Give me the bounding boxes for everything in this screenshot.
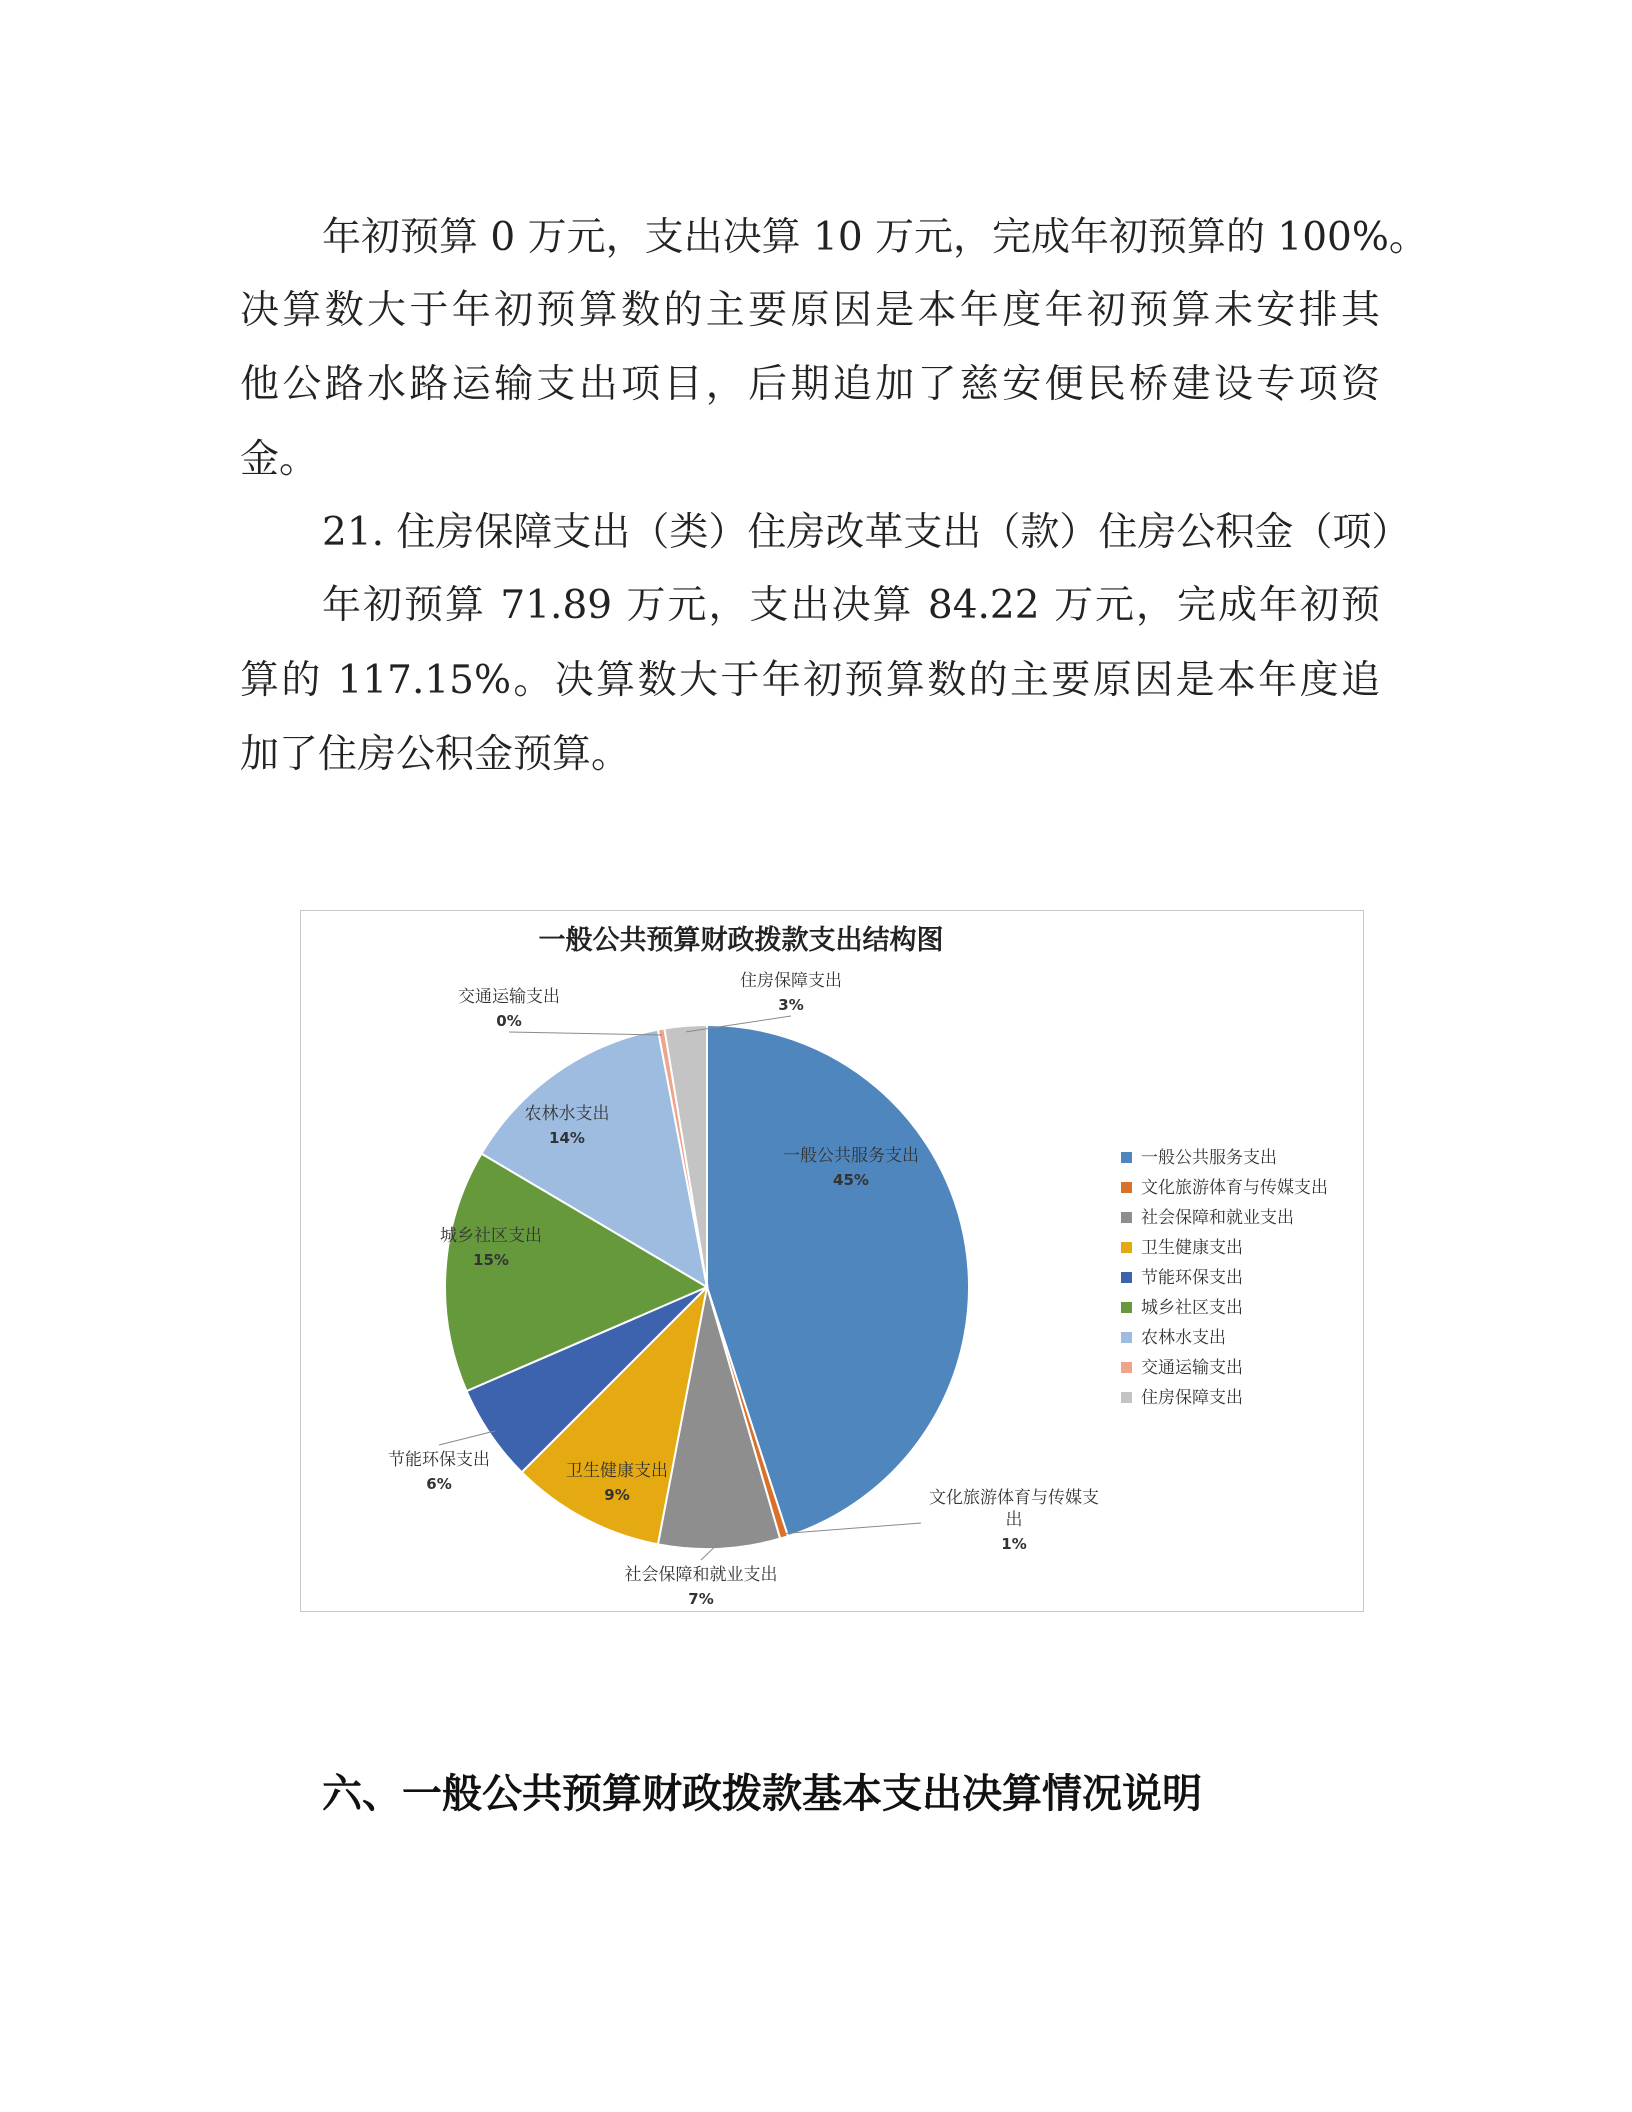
legend-swatch <box>1121 1212 1132 1223</box>
paragraph-line: 加了住房公积金预算。 <box>240 732 631 777</box>
legend-swatch <box>1121 1242 1132 1253</box>
slice-percent: 7% <box>688 1590 714 1608</box>
leader-line <box>439 1431 495 1445</box>
section-heading: 六、一般公共预算财政拨款基本支出决算情况说明 <box>322 1771 1202 1817</box>
paragraph-line: 年初预算 0 万元，支出决算 10 万元，完成年初预算的 100%。 <box>322 215 1428 260</box>
legend-swatch <box>1121 1152 1132 1163</box>
slice-label: 社会保障和就业支出 <box>624 1565 778 1585</box>
slice-percent: 6% <box>426 1475 452 1493</box>
pie-chart-frame <box>300 910 1364 1612</box>
slice-label: 卫生健康支出 <box>566 1461 668 1481</box>
legend-swatch <box>1121 1272 1132 1283</box>
legend-item: 文化旅游体育与传媒支出 <box>1141 1178 1328 1198</box>
slice-percent: 0% <box>496 1012 522 1030</box>
slice-percent: 1% <box>1001 1535 1027 1553</box>
legend-swatch <box>1121 1392 1132 1403</box>
legend-item: 交通运输支出 <box>1141 1358 1243 1378</box>
legend-swatch <box>1121 1362 1132 1373</box>
paragraph-line: 算的 117.15%。决算数大于年初预算数的主要原因是本年度追 <box>240 658 1380 703</box>
slice-label: 出 <box>1005 1510 1023 1530</box>
legend-item: 城乡社区支出 <box>1141 1298 1243 1318</box>
slice-percent: 45% <box>833 1171 869 1189</box>
legend-item: 社会保障和就业支出 <box>1141 1208 1294 1228</box>
legend-item: 住房保障支出 <box>1141 1388 1243 1408</box>
legend-item: 一般公共服务支出 <box>1141 1148 1277 1168</box>
legend <box>1121 1148 1328 1408</box>
slice-label: 一般公共服务支出 <box>783 1146 919 1166</box>
slice-label: 城乡社区支出 <box>440 1226 542 1246</box>
slice-percent: 3% <box>778 996 804 1014</box>
pie-chart <box>301 911 1365 1613</box>
legend-swatch <box>1121 1332 1132 1343</box>
legend-swatch <box>1121 1302 1132 1313</box>
legend-item: 节能环保支出 <box>1141 1268 1243 1288</box>
chart-title: 一般公共预算财政拨款支出结构图 <box>538 925 944 956</box>
paragraph-line: 决算数大于年初预算数的主要原因是本年度年初预算未安排其 <box>240 288 1380 333</box>
slice-percent: 14% <box>549 1129 585 1147</box>
legend-swatch <box>1121 1182 1132 1193</box>
legend-item: 农林水支出 <box>1141 1328 1226 1348</box>
slice-percent: 15% <box>473 1251 509 1269</box>
slice-label: 农林水支出 <box>524 1104 610 1124</box>
slice-percent: 9% <box>604 1486 630 1504</box>
paragraph-line: 他公路水路运输支出项目，后期追加了慈安便民桥建设专项资 <box>240 362 1380 407</box>
slice-label: 交通运输支出 <box>458 987 560 1007</box>
paragraph-line: 21. 住房保障支出（类）住房改革支出（款）住房公积金（项） <box>322 510 1411 555</box>
slice-label: 节能环保支出 <box>388 1450 490 1470</box>
paragraph-line: 年初预算 71.89 万元，支出决算 84.22 万元，完成年初预 <box>322 583 1380 628</box>
slice-label: 住房保障支出 <box>740 971 842 991</box>
legend-item: 卫生健康支出 <box>1141 1238 1243 1258</box>
slice-label: 文化旅游体育与传媒支 <box>929 1488 1099 1508</box>
paragraph-line: 金。 <box>240 437 319 482</box>
